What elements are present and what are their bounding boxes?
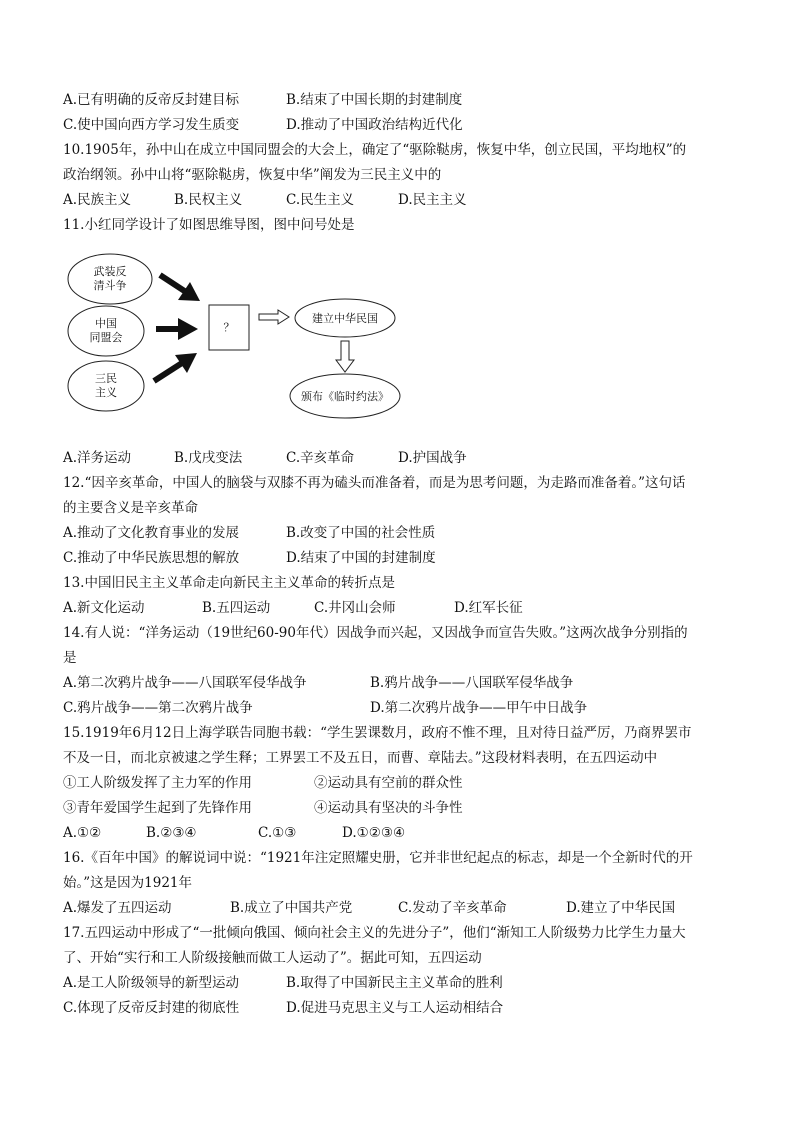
q10-option-a: A.民族主义: [63, 192, 132, 208]
oval1-line1: 武装反: [93, 265, 127, 278]
q13-option-b: B.五四运动: [202, 600, 271, 616]
arrow-middle: [156, 318, 198, 340]
q17-option-c: C.体现了反帝反封建的彻底性: [63, 1000, 240, 1016]
q14-stem-line2: 是: [63, 650, 77, 666]
q17-option-b: B.取得了中国新民主主义革命的胜利: [286, 975, 503, 991]
oval4-text: 建立中华民国: [312, 312, 378, 325]
q13-option-d: D.红军长征: [454, 600, 523, 616]
oval2-line2: 同盟会: [89, 331, 123, 344]
q9-option-a: A.已有明确的反帝反封建目标: [63, 92, 240, 108]
q14-option-c: C.鸦片战争——第二次鸦片战争: [63, 700, 253, 716]
q15-item-2: ②运动具有空前的群众性: [314, 775, 463, 791]
q11-option-d: D.护国战争: [398, 450, 467, 466]
oval5-text: 颁布《临时约法》: [301, 390, 389, 403]
q12-option-d: D.结束了中国的封建制度: [286, 550, 436, 566]
hollow-arrow-down: [336, 341, 354, 372]
q10-option-b: B.民权主义: [174, 192, 243, 208]
q15-option-d: D.①②③④: [342, 825, 406, 841]
q15-item-1: ①工人阶级发挥了主力军的作用: [63, 775, 252, 791]
q10-option-c: C.民生主义: [286, 192, 355, 208]
q16-option-b: B.成立了中国共产党: [230, 900, 353, 916]
q15-option-a: A.①②: [63, 825, 102, 841]
q15-item-3: ③青年爱国学生起到了先锋作用: [63, 800, 252, 816]
q11-stem: 11.小红同学设计了如图思维导图，图中问号处是: [63, 217, 355, 233]
q13-stem: 13.中国旧民主主义革命走向新民主主义革命的转折点是: [63, 575, 395, 591]
oval2-line1: 中国: [95, 317, 117, 330]
oval1-line2: 清斗争: [93, 279, 127, 292]
q12-option-c: C.推动了中华民族思想的解放: [63, 550, 240, 566]
q16-option-a: A.爆发了五四运动: [63, 900, 172, 916]
oval3-line1: 三民: [95, 372, 117, 385]
hollow-arrow-right: [259, 310, 289, 324]
q9-option-b: B.结束了中国长期的封建制度: [286, 92, 463, 108]
q16-option-d: D.建立了中华民国: [566, 900, 676, 916]
q13-option-a: A.新文化运动: [63, 600, 145, 616]
arrow-upper: [160, 275, 200, 301]
q15-option-b: B.②③④: [146, 825, 197, 841]
q15-item-4: ④运动具有坚决的斗争性: [314, 800, 463, 816]
q11-option-a: A.洋务运动: [63, 450, 132, 466]
q11-option-c: C.辛亥革命: [286, 450, 355, 466]
q10-option-d: D.民主主义: [398, 192, 467, 208]
question-mark: ？: [223, 321, 235, 334]
q15-option-c: C.①③: [258, 825, 297, 841]
q16-stem-line2: 始。”这是因为1921年: [63, 875, 193, 891]
q16-stem-line1: 16.《百年中国》的解说词中说：“1921年注定照耀史册，它并非世纪起点的标志，却是一个全新时代的开: [63, 850, 693, 866]
q17-option-a: A.是工人阶级领导的新型运动: [63, 975, 240, 991]
oval3-line2: 主义: [95, 386, 117, 399]
arrow-lower: [154, 353, 197, 381]
q10-stem-line2: 政治纲领。孙中山将“驱除鞑虏，恢复中华”阐发为三民主义中的: [63, 167, 442, 183]
q12-stem-line2: 的主要含义是辛亥革命: [63, 500, 198, 516]
q15-stem-line2: 不及一日，而北京被逮之学生释；工界罢工不及五日，而曹、章陆去。”这段材料表明，在五四运动中: [63, 750, 658, 766]
q10-stem-line1: 10.1905年，孙中山在成立中国同盟会的大会上，确定了“驱除鞑虏，恢复中华，创立民国，平均地权”的: [63, 142, 687, 158]
q17-stem-line2: 了、开始“实行和工人阶级接触而做工人运动了”。据此可知，五四运动: [63, 950, 482, 966]
q15-stem-line1: 15.1919年6月12日上海学联告同胞书载：“学生罢课数月，政府不惟不理，且对待日益严厉，乃商界罢市: [63, 725, 692, 741]
mind-map-diagram: [60, 245, 420, 430]
q17-stem-line1: 17.五四运动中形成了“一批倾向俄国、倾向社会主义的先进分子”，他们“渐知工人阶级势力比学生力量大: [63, 925, 686, 941]
q9-option-c: C.使中国向西方学习发生质变: [63, 117, 240, 133]
q14-option-b: B.鸦片战争——八国联军侵华战争: [370, 675, 574, 691]
q12-option-b: B.改变了中国的社会性质: [286, 525, 436, 541]
q17-option-d: D.促进马克思主义与工人运动相结合: [286, 1000, 504, 1016]
q12-stem-line1: 12.“因辛亥革命，中国人的脑袋与双膝不再为磕头而准备着，而是为思考问题，为走路而准备着。”这句话: [63, 475, 686, 491]
q14-stem-line1: 14.有人说：“洋务运动（19世纪60-90年代）因战争而兴起，又因战争而宣告失败。”这两次战争分别指的: [63, 625, 688, 641]
q12-option-a: A.推动了文化教育事业的发展: [63, 525, 240, 541]
q9-option-d: D.推动了中国政治结构近代化: [286, 117, 463, 133]
q13-option-c: C.井冈山会师: [314, 600, 396, 616]
q16-option-c: C.发动了辛亥革命: [398, 900, 507, 916]
q14-option-a: A.第二次鸦片战争——八国联军侵华战争: [63, 675, 307, 691]
q11-option-b: B.戊戌变法: [174, 450, 243, 466]
q14-option-d: D.第二次鸦片战争——甲午中日战争: [370, 700, 588, 716]
